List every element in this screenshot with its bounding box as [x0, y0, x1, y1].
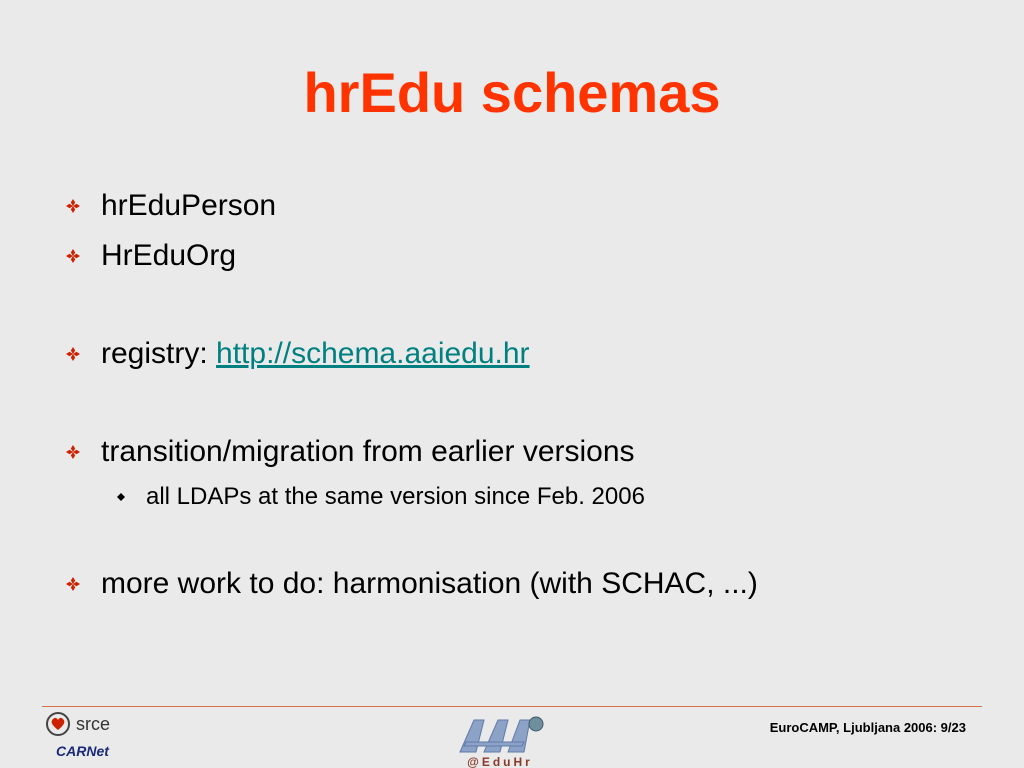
- slide-title: hrEdu schemas: [303, 61, 721, 124]
- bullet-text: [101, 336, 530, 372]
- four-diamond-bullet-icon: [66, 577, 80, 591]
- footer-text: EuroCAMP, Ljubljana 2006: 9/23: [769, 720, 966, 735]
- registry-label: registry:: [101, 337, 217, 370]
- registry-link[interactable]: http://schema.aaiedu.hr: [216, 337, 530, 370]
- bullet-text: HrEduOrg: [101, 239, 237, 272]
- bullet-text: transition/migration from earlier versions: [101, 435, 635, 468]
- aai-eduhr-logo: [440, 712, 560, 768]
- bullet-text: hrEduPerson: [101, 189, 277, 222]
- footer-divider: [42, 706, 982, 707]
- srce-logo-text: srce: [76, 714, 111, 734]
- carnet-logo-text: CARNet: [56, 743, 109, 759]
- aai-logo-text: @EduHr: [467, 755, 533, 768]
- four-diamond-bullet-icon: [66, 347, 80, 361]
- four-diamond-bullet-icon: [66, 445, 80, 459]
- four-diamond-bullet-icon: [66, 199, 80, 213]
- bullet-text: more work to do: harmonisation (with SCHAC, ...): [101, 567, 758, 600]
- srce-logo: [44, 710, 134, 738]
- sub-bullet-text: all LDAPs at the same version since Feb. 2006: [146, 483, 645, 510]
- four-diamond-bullet-icon: [66, 249, 80, 263]
- diamond-bullet-icon: [117, 493, 125, 501]
- carnet-logo: [54, 740, 114, 762]
